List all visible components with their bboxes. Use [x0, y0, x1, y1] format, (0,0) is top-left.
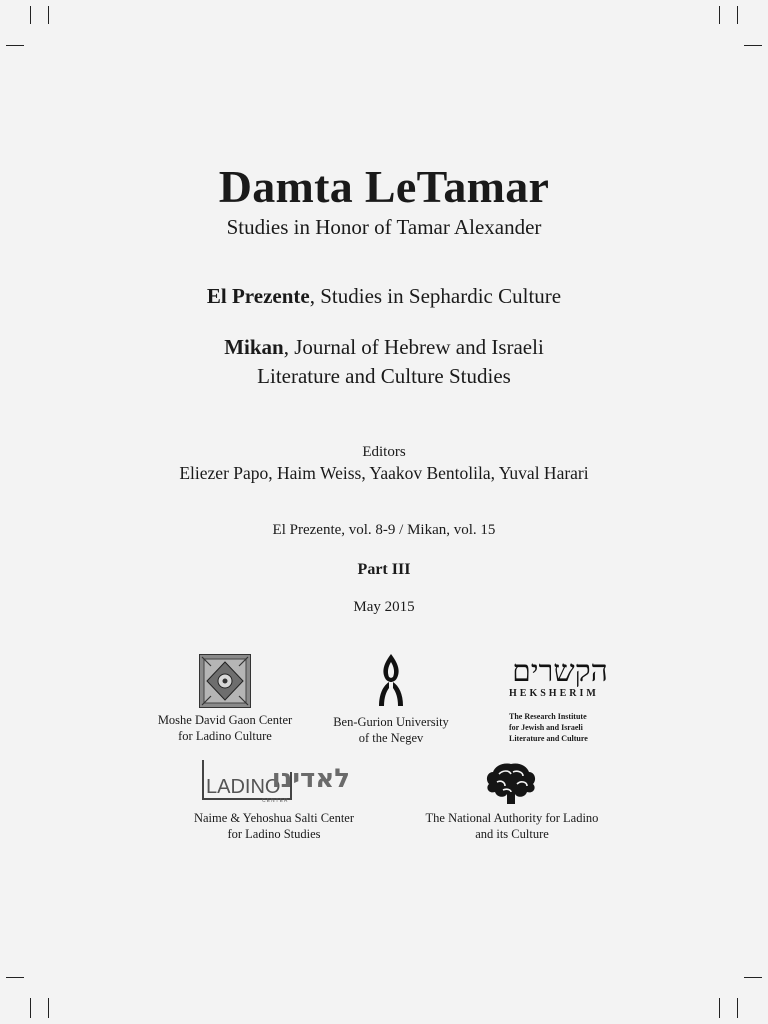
book-title: Damta LeTamar [218, 161, 550, 212]
crop-mark [6, 977, 24, 978]
heksherim-name: HEKSHERIM [509, 688, 599, 699]
crop-mark [737, 998, 738, 1018]
caption-line: for Jewish and Israeli [509, 723, 583, 732]
series-description: , Studies in Sephardic Culture [309, 284, 562, 308]
caption-line: Literature and Culture [509, 734, 588, 743]
editors-names: Eliezer Papo, Haim Weiss, Yaakov Bentolila, Yuval Harari [179, 463, 589, 483]
salti-center-caption [164, 810, 384, 842]
bgu-logo [373, 652, 409, 708]
book-subtitle: Studies in Honor of Tamar Alexander [226, 215, 542, 239]
series-mikan [0, 333, 768, 391]
crop-mark [48, 6, 49, 24]
crop-mark [6, 45, 24, 46]
heksherim-hebrew-wordmark: הקשרים [512, 654, 608, 689]
volume-info: El Prezente, vol. 8-9 / Mikan, vol. 15 [272, 522, 496, 538]
crop-mark [30, 6, 31, 24]
caption-line: The National Authority for Ladino [425, 811, 599, 825]
part-label: Part III [357, 561, 411, 578]
caption-line: for Ladino Studies [227, 827, 321, 841]
gaon-center-logo [199, 654, 251, 708]
publication-date: May 2015 [353, 599, 415, 615]
crop-mark [30, 998, 31, 1018]
crop-mark [719, 998, 720, 1018]
crop-mark [48, 998, 49, 1018]
series-el-prezente [0, 284, 768, 309]
crop-mark [744, 977, 762, 978]
salti-wordmark: LADINO [206, 776, 281, 798]
caption-line: for Ladino Culture [178, 729, 272, 743]
salti-hebrew-wordmark: לאדינו [271, 764, 350, 794]
heksherim-caption [509, 711, 619, 744]
caption-line: The Research Institute [509, 712, 587, 721]
national-authority-logo [483, 760, 539, 806]
series-name: El Prezente [206, 284, 310, 308]
gaon-center-caption [130, 712, 320, 744]
caption-line: Ben-Gurion University [333, 715, 449, 729]
salti-center-logo [202, 758, 352, 806]
national-authority-caption [400, 810, 624, 842]
series-description: , Journal of Hebrew and Israeli [283, 335, 544, 359]
bgu-caption [306, 714, 476, 746]
series-name: Mikan [224, 335, 284, 359]
crop-mark [744, 45, 762, 46]
caption-line: Naime & Yehoshua Salti Center [193, 811, 355, 825]
crop-mark [737, 6, 738, 24]
caption-line: Moshe David Gaon Center [157, 713, 293, 727]
caption-line: of the Negev [358, 731, 424, 745]
caption-line: and its Culture [475, 827, 549, 841]
series-description-line2: Literature and Culture Studies [257, 364, 511, 388]
crop-mark [719, 6, 720, 24]
heksherim-logo [500, 654, 620, 699]
salti-center-label: CENTER [262, 798, 289, 804]
editors-label: Editors [362, 444, 406, 460]
